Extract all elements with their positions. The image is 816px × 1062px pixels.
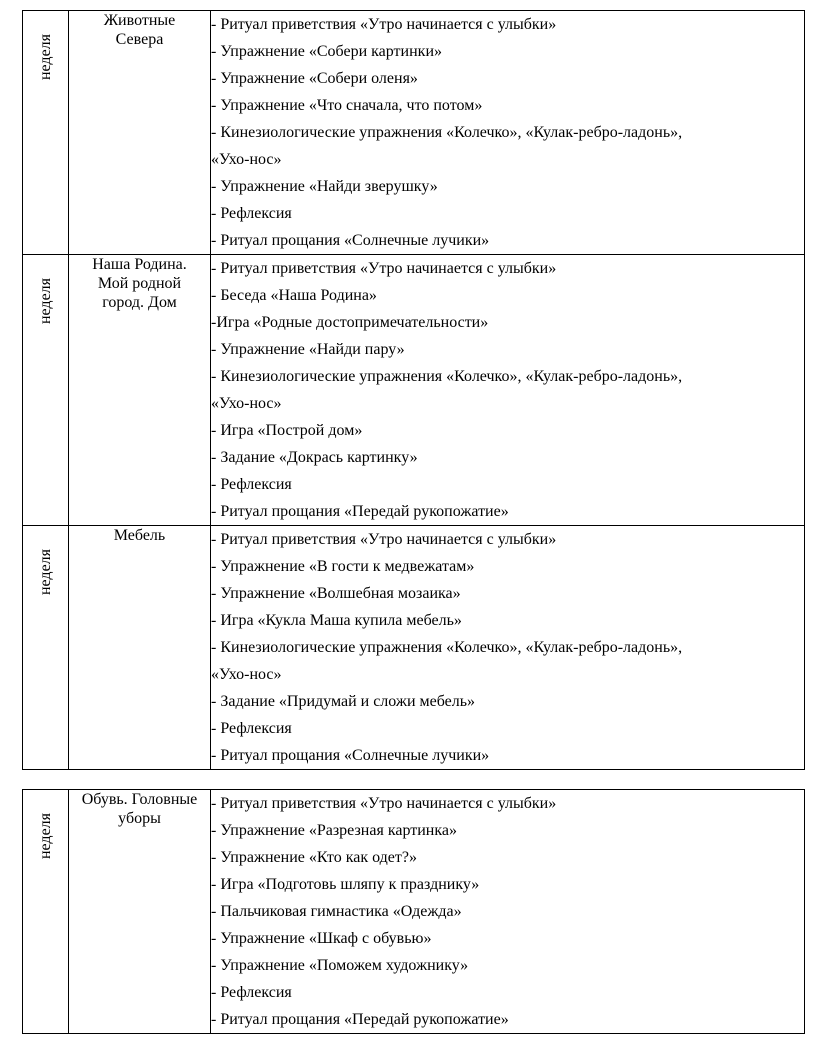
list-item: - Кинезиологические упражнения «Колечко», «Кулак-ребро-ладонь», xyxy=(211,124,683,141)
list-item: - Упражнение «Кто как одет?» xyxy=(211,849,417,866)
week-cell xyxy=(23,526,69,770)
list-item: «Ухо-нос» xyxy=(211,151,282,168)
list-item: - Ритуал приветствия «Утро начинается с улыбки» xyxy=(211,260,557,277)
list-item: - Беседа «Наша Родина» xyxy=(211,287,377,304)
list-item: - Упражнение «Собери картинки» xyxy=(211,43,442,60)
week-cell xyxy=(23,11,69,255)
list-item: - Ритуал прощания «Солнечные лучики» xyxy=(211,232,490,249)
topic-cell xyxy=(69,526,211,770)
table-row xyxy=(23,526,805,770)
list-item: - Задание «Придумай и сложи мебель» xyxy=(211,693,476,710)
week-plan-table xyxy=(22,10,805,770)
list-item: - Кинезиологические упражнения «Колечко», «Кулак-ребро-ладонь», xyxy=(211,368,683,385)
week-label: неделя xyxy=(36,548,54,596)
list-item: - Упражнение «Что сначала, что потом» xyxy=(211,97,483,114)
week-label: неделя xyxy=(36,812,54,860)
topic-cell xyxy=(69,790,211,1034)
activity-list xyxy=(211,790,804,1033)
list-item: - Ритуал прощания «Передай рукопожатие» xyxy=(211,503,509,520)
topic-text: Мебель xyxy=(113,527,166,544)
list-item: «Ухо-нос» xyxy=(211,666,282,683)
list-item: - Ритуал приветствия «Утро начинается с улыбки» xyxy=(211,795,557,812)
list-item: - Ритуал прощания «Передай рукопожатие» xyxy=(211,1011,509,1028)
list-item: - Игра «Подготовь шляпу к празднику» xyxy=(211,876,480,893)
list-item: - Рефлексия xyxy=(211,984,292,1001)
week-cell xyxy=(23,255,69,526)
list-item: - Рефлексия xyxy=(211,720,292,737)
list-item: - Упражнение «Найди зверушку» xyxy=(211,178,438,195)
topic-text: Животные Севера xyxy=(103,12,176,48)
activities-cell xyxy=(211,255,805,526)
topic-text: Обувь. Головные уборы xyxy=(81,791,198,827)
list-item: -Игра «Родные достопримечательности» xyxy=(211,314,489,331)
table-row xyxy=(23,11,805,255)
topic-cell xyxy=(69,255,211,526)
activities-cell xyxy=(211,790,805,1034)
list-item: - Рефлексия xyxy=(211,205,292,222)
list-item: - Пальчиковая гимнастика «Одежда» xyxy=(211,903,462,920)
list-item: - Упражнение «Найди пару» xyxy=(211,341,405,358)
list-item: «Ухо-нос» xyxy=(211,395,282,412)
list-item: - Игра «Кукла Маша купила мебель» xyxy=(211,612,462,629)
topic-text: Наша Родина. Мой родной город. Дом xyxy=(92,256,187,311)
activity-list xyxy=(211,11,804,254)
list-item: - Игра «Построй дом» xyxy=(211,422,363,439)
list-item: - Ритуал приветствия «Утро начинается с улыбки» xyxy=(211,16,557,33)
week-label: неделя xyxy=(36,277,54,325)
week-label: неделя xyxy=(36,33,54,81)
activities-cell xyxy=(211,526,805,770)
topic-cell xyxy=(69,11,211,255)
list-item: - Упражнение «Поможем художнику» xyxy=(211,957,469,974)
week-plan-table xyxy=(22,789,805,1034)
list-item: - Упражнение «Шкаф с обувью» xyxy=(211,930,432,947)
table-row xyxy=(23,790,805,1034)
activities-cell xyxy=(211,11,805,255)
list-item: - Упражнение «Волшебная мозаика» xyxy=(211,585,461,602)
list-item: - Упражнение «В гости к медвежатам» xyxy=(211,558,475,575)
list-item: - Ритуал прощания «Солнечные лучики» xyxy=(211,747,490,764)
list-item: - Задание «Докрась картинку» xyxy=(211,449,418,466)
list-item: - Кинезиологические упражнения «Колечко», «Кулак-ребро-ладонь», xyxy=(211,639,683,656)
list-item: - Ритуал приветствия «Утро начинается с улыбки» xyxy=(211,531,557,548)
list-item: - Рефлексия xyxy=(211,476,292,493)
list-item: - Упражнение «Собери оленя» xyxy=(211,70,418,87)
list-item: - Упражнение «Разрезная картинка» xyxy=(211,822,457,839)
activity-list xyxy=(211,255,804,525)
table-row xyxy=(23,255,805,526)
activity-list xyxy=(211,526,804,769)
week-cell xyxy=(23,790,69,1034)
